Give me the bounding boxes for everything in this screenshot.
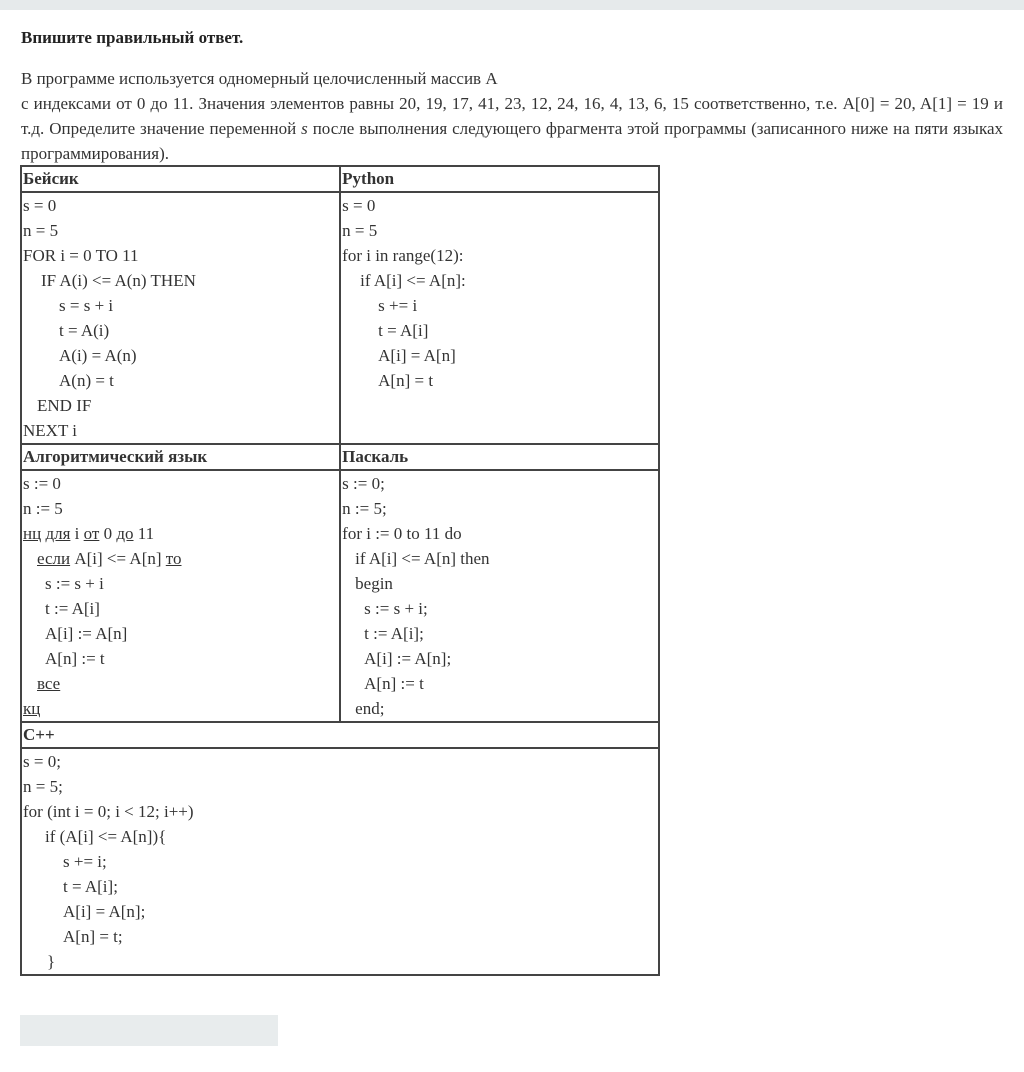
question-part-3: после выполнения следующего фрагмента этой программы (записанного ниже на пяти языках программирования). bbox=[21, 119, 1004, 163]
code-line bbox=[23, 696, 339, 721]
code-line: s = s + i bbox=[59, 296, 114, 315]
code-line: begin bbox=[355, 574, 393, 593]
code-line: s += i bbox=[378, 296, 418, 315]
keyword-ot: от bbox=[83, 524, 100, 543]
code-line: A[i] := A[n] bbox=[45, 624, 128, 643]
basic-code bbox=[21, 192, 340, 444]
code-line: t = A(i) bbox=[59, 321, 110, 340]
code-line: if A[i] <= A[n]: bbox=[360, 271, 466, 290]
code-line: A[i] := A[n]; bbox=[364, 649, 452, 668]
algo-header: Алгоритмический язык bbox=[21, 444, 340, 470]
code-line: if (A[i] <= A[n]){ bbox=[45, 827, 167, 846]
variable-s: s bbox=[301, 119, 308, 138]
code-line bbox=[23, 521, 339, 546]
question-part-2: с индексами от 0 до 11. Значения элементов равны 20, 19, 17, 41, 23, 12, 24, 16, 4, 13, 6, 15 соответственно, т.е. A[0] = 20, A[1] = 19 и т.д. Определите значение переменной bbox=[21, 94, 1003, 138]
code-line: A[n] := t bbox=[45, 649, 105, 668]
cond-expr: A[i] <= A[n] bbox=[70, 549, 166, 568]
code-line: A[n] := t bbox=[364, 674, 424, 693]
cpp-code bbox=[21, 748, 659, 975]
loop-var: i bbox=[70, 524, 84, 543]
code-line: A(n) = t bbox=[59, 371, 114, 390]
code-line: for i in range(12): bbox=[342, 246, 464, 265]
code-line: t := A[i] bbox=[45, 599, 100, 618]
code-line: t = A[i] bbox=[378, 321, 429, 340]
code-line: if A[i] <= A[n] then bbox=[355, 549, 490, 568]
code-line bbox=[23, 671, 339, 696]
code-line: s += i; bbox=[63, 852, 107, 871]
basic-header: Бейсик bbox=[21, 166, 340, 192]
code-line: s = 0 bbox=[342, 196, 376, 215]
code-line: t = A[i]; bbox=[63, 877, 118, 896]
code-line: A[i] = A[n]; bbox=[63, 902, 146, 921]
code-line: FOR i = 0 TO 11 bbox=[23, 246, 139, 265]
code-line: A[n] = t; bbox=[63, 927, 123, 946]
loop-to: 11 bbox=[133, 524, 155, 543]
code-line: s = 0 bbox=[23, 196, 57, 215]
code-line: for (int i = 0; i < 12; i++) bbox=[23, 802, 194, 821]
code-line: IF A(i) <= A(n) THEN bbox=[41, 271, 196, 290]
code-line: n = 5 bbox=[23, 221, 59, 240]
code-line: n = 5; bbox=[23, 777, 63, 796]
python-header: Python bbox=[340, 166, 659, 192]
code-line: for i := 0 to 11 do bbox=[342, 524, 462, 543]
question-body bbox=[21, 91, 1003, 166]
code-line bbox=[23, 546, 339, 571]
keyword-nc: нц bbox=[23, 524, 42, 543]
code-line: NEXT i bbox=[23, 421, 77, 440]
pascal-header: Паскаль bbox=[340, 444, 659, 470]
question-line-1: В программе используется одномерный целочисленный массив A bbox=[21, 69, 498, 88]
code-line: A[i] = A[n] bbox=[378, 346, 456, 365]
code-line: s := 0 bbox=[23, 474, 61, 493]
loop-from: 0 bbox=[99, 524, 117, 543]
cpp-header: C++ bbox=[21, 722, 659, 748]
code-line: s = 0; bbox=[23, 752, 61, 771]
keyword-vse: все bbox=[37, 674, 61, 693]
keyword-esli: если bbox=[37, 549, 71, 568]
code-line: END IF bbox=[37, 396, 92, 415]
code-line: t := A[i]; bbox=[364, 624, 424, 643]
code-line: s := 0; bbox=[342, 474, 385, 493]
code-table bbox=[20, 165, 660, 976]
code-line: n = 5 bbox=[342, 221, 378, 240]
code-line: s := s + i; bbox=[364, 599, 428, 618]
keyword-to: то bbox=[165, 549, 182, 568]
keyword-dlya: для bbox=[45, 524, 71, 543]
code-line: A[n] = t bbox=[378, 371, 434, 390]
code-line: n := 5 bbox=[23, 499, 63, 518]
code-line: s := s + i bbox=[45, 574, 104, 593]
keyword-do: до bbox=[116, 524, 134, 543]
python-code bbox=[340, 192, 659, 444]
code-line: end; bbox=[355, 699, 385, 718]
code-line: n := 5; bbox=[342, 499, 387, 518]
code-line: A(i) = A(n) bbox=[59, 346, 137, 365]
instruction-heading: Впишите правильный ответ. bbox=[21, 28, 244, 47]
code-line: } bbox=[47, 952, 56, 971]
top-bar bbox=[0, 0, 1024, 10]
keyword-kc: кц bbox=[23, 699, 41, 718]
question-text bbox=[21, 66, 1003, 166]
algo-code bbox=[21, 470, 340, 722]
answer-input[interactable] bbox=[20, 1015, 278, 1046]
pascal-code bbox=[340, 470, 659, 722]
